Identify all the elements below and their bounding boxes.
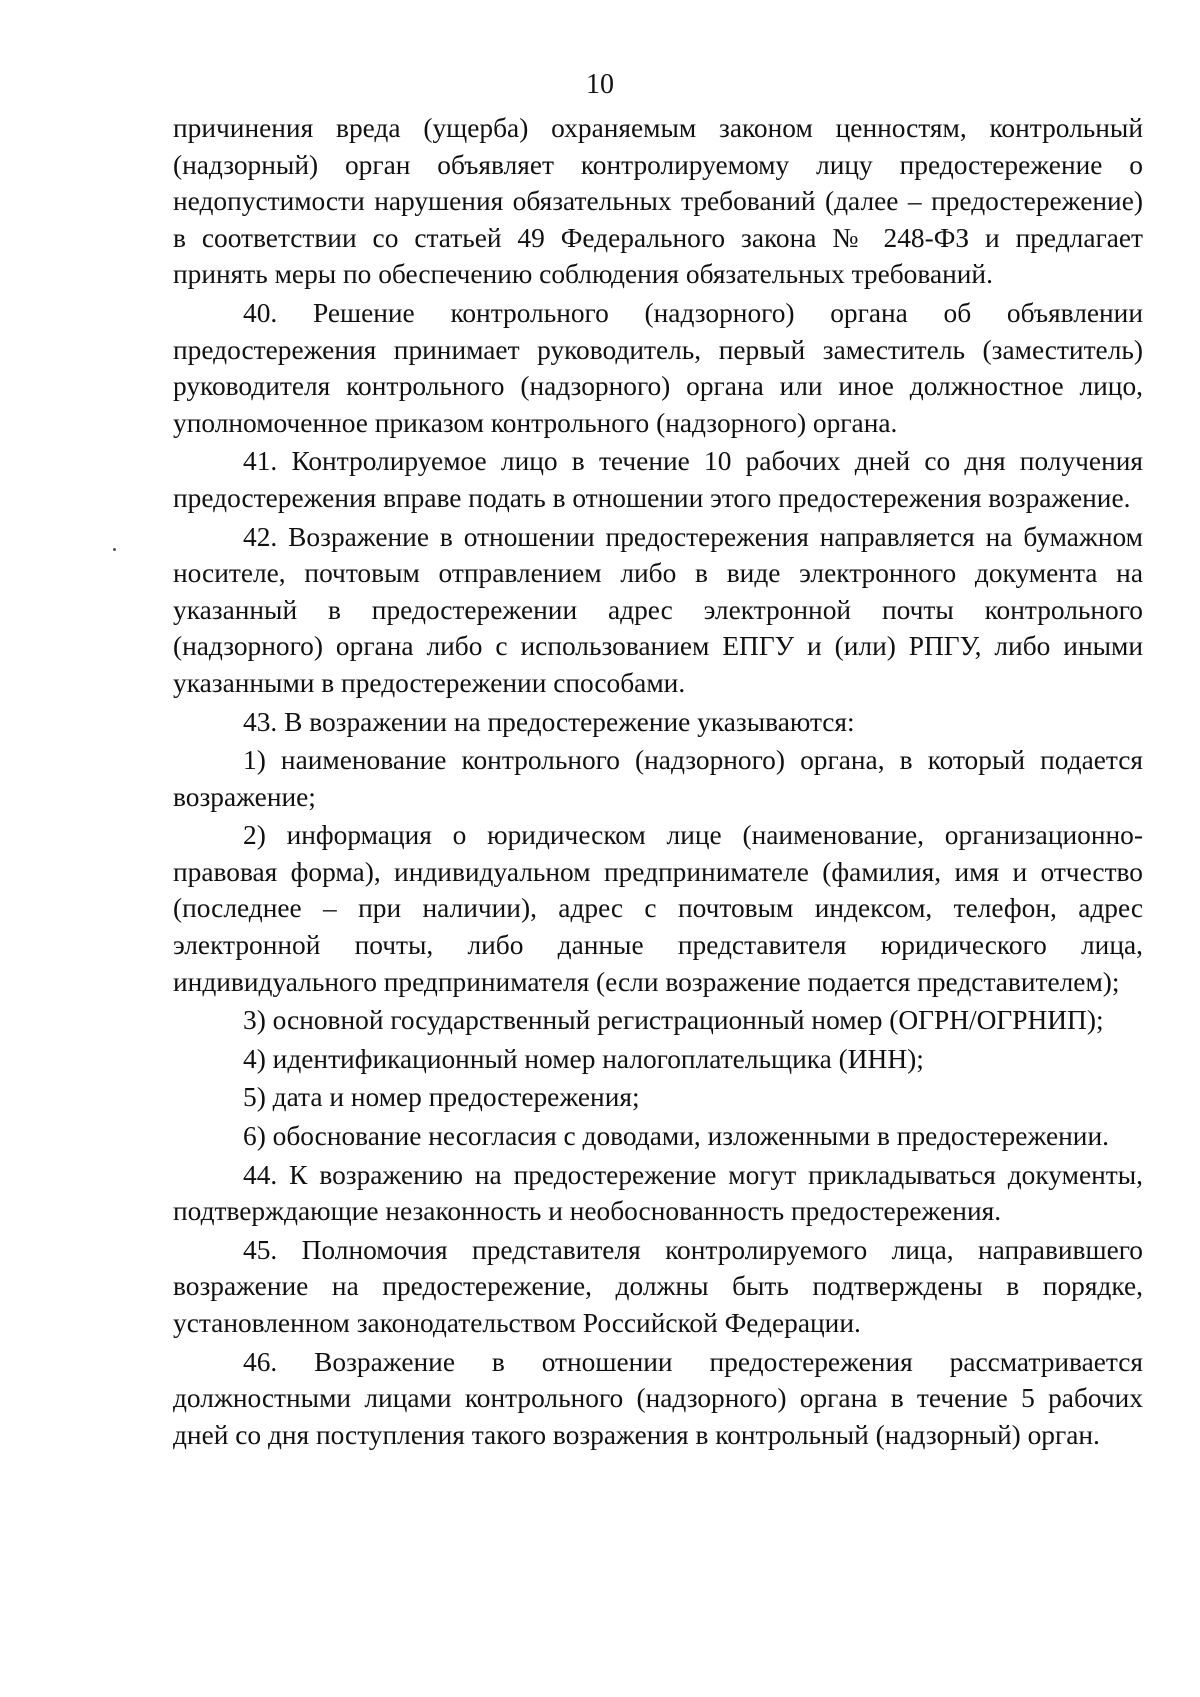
list-item-5: 5) дата и номер предостережения; bbox=[243, 1082, 640, 1113]
paragraph-item-43: 43. В возражении на предостережение указываются: bbox=[243, 706, 855, 737]
document-body bbox=[173, 110, 1143, 1453]
paragraph-item-44: 44. К возражению на предостережение могут прикладываться документы, подтверждающие незаконность и необоснованность предостережения. bbox=[173, 1159, 1143, 1227]
list-item-2: 2) информация о юридическом лице (наименование, организационно-правовая форма), индивидуальном предпринимателе (фамилия, имя и отчество (последнее – при наличии), адрес с почтовым индексом, телефон, адрес электронной почты, либо данные представителя юридического лица, индивидуального предпринимателя (если возражение подается представителем); bbox=[173, 820, 1143, 997]
paragraph-item-40: 40. Решение контрольного (надзорного) органа об объявлении предостережения принимает руководитель, первый заместитель (заместитель) руководителя контрольного (надзорного) органа или иное должностное лицо, уполномоченное приказом контрольного (надзорного) органа. bbox=[173, 297, 1143, 438]
list-item-1: 1) наименование контрольного (надзорного) органа, в который подается возражение; bbox=[173, 745, 1143, 812]
paragraph-item-45: 45. Полномочия представителя контролируемого лица, направившего возражение на предостережение, должны быть подтверждены в порядке, установленном законодательством Российской Федерации. bbox=[173, 1234, 1143, 1338]
list-item-3: 3) основной государственный регистрационный номер (ОГРН/ОГРНИП); bbox=[243, 1005, 1104, 1036]
paragraph-continuation: причинения вреда (ущерба) охраняемым законом ценностям, контрольный (надзорный) орган объявляет контролируемому лицу предостережение о недопустимости нарушения обязательных требований (далее – предостережение) в соответствии со статьей 49 Федерального закона № 248-ФЗ и предлагает принять меры по обеспечению соблюдения обязательных требований. bbox=[173, 113, 1143, 290]
page-number: 10 bbox=[586, 69, 614, 100]
paragraph-item-41: 41. Контролируемое лицо в течение 10 рабочих дней со дня получения предостережения вправе подать в отношении этого предостережения возражение. bbox=[173, 446, 1143, 513]
scan-speck bbox=[113, 548, 116, 551]
paragraph-item-42: 42. Возражение в отношении предостережения направляется на бумажном носителе, почтовым отправлением либо в виде электронного документа на указанный в предостережении адрес электронной почты контрольного (надзорного) органа либо с использованием ЕПГУ и (или) РПГУ, либо иными указанными в предостережении способами. bbox=[173, 521, 1143, 698]
list-item-4: 4) идентификационный номер налогоплательщика (ИНН); bbox=[243, 1043, 924, 1074]
list-item-6: 6) обоснование несогласия с доводами, изложенными в предостережении. bbox=[243, 1121, 1109, 1152]
paragraph-item-46: 46. Возражение в отношении предостережения рассматривается должностными лицами контрольного (надзорного) органа в течение 5 рабочих дней со дня поступления такого возражения в контрольный (надзорный) орган. bbox=[173, 1346, 1143, 1450]
